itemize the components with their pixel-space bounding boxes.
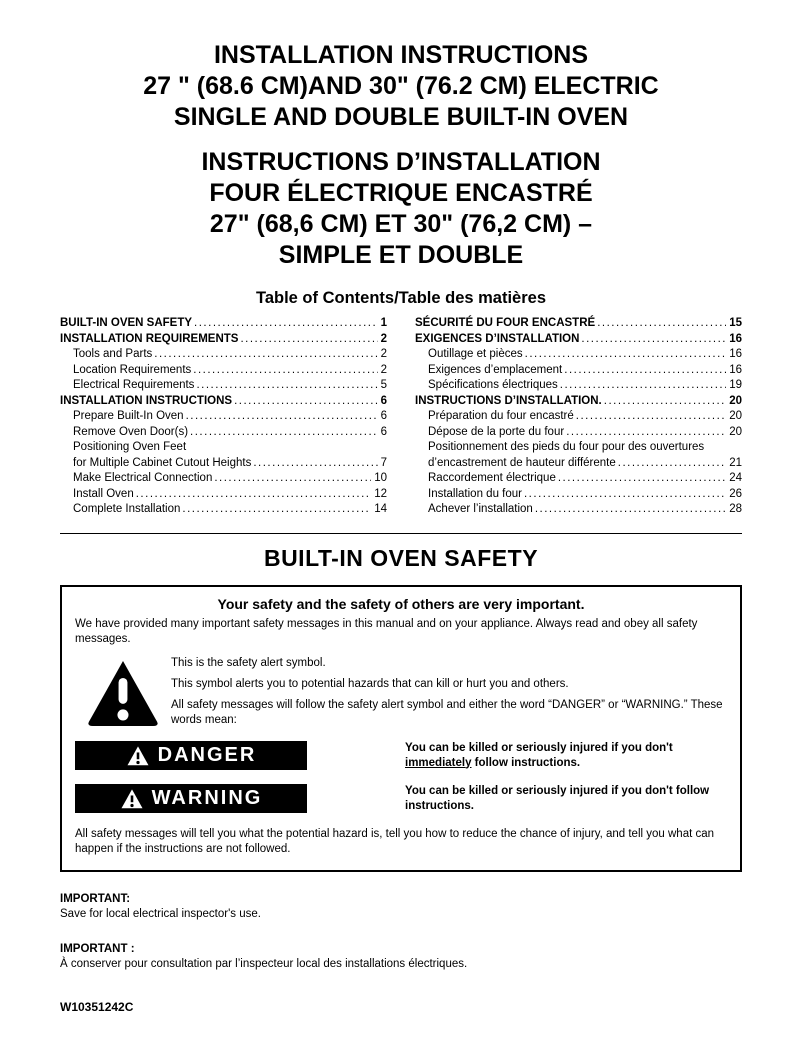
toc-item	[60, 316, 387, 332]
toc-item	[60, 502, 387, 518]
title-line: INSTALLATION INSTRUCTIONS	[213, 41, 589, 69]
toc-item	[415, 487, 742, 503]
toc-page-number: 6	[380, 394, 387, 407]
warning-label: WARNING	[151, 786, 263, 809]
toc-page-number: 2	[380, 363, 387, 376]
dot-leader	[576, 409, 726, 425]
title-line: 27" (68,6 CM) ET 30" (76,2 CM) –	[209, 210, 593, 238]
alert-line: All safety messages will follow the safety alert symbol and either the word “DANGER” or “WARNING.” These words mean:	[171, 698, 723, 726]
toc-item	[415, 502, 742, 518]
toc-item	[415, 316, 742, 332]
dot-leader	[214, 471, 371, 487]
toc-item	[415, 363, 742, 379]
title-line: FOUR ÉLECTRIQUE ENCASTRÉ	[209, 179, 593, 207]
toc-page-number: 14	[374, 503, 387, 515]
section-divider	[60, 533, 742, 534]
toc-item	[415, 425, 742, 441]
toc-page-number: 1	[380, 317, 387, 329]
dot-leader	[240, 332, 377, 348]
safety-box	[60, 585, 742, 872]
dot-leader	[194, 316, 378, 332]
toc-item	[60, 378, 387, 394]
toc-page-number: 12	[374, 487, 387, 500]
toc-label: EXIGENCES D’INSTALLATION	[415, 332, 580, 345]
toc-label: Spécifications électriques	[428, 379, 558, 391]
toc-label: INSTALLATION REQUIREMENTS	[60, 332, 239, 345]
warning-description: You can be killed or seriously injured if you don't follow instructions.	[405, 784, 710, 812]
toc-page-number: 21	[729, 456, 742, 469]
toc-item	[60, 363, 387, 379]
safety-headline: Your safety and the safety of others are very important.	[217, 595, 585, 612]
toc-label: Install Oven	[73, 487, 134, 500]
toc-item	[415, 347, 742, 363]
toc-label: Préparation du four encastré	[428, 410, 574, 422]
toc-page-number: 20	[729, 410, 742, 422]
dot-leader	[604, 394, 726, 410]
title-french	[60, 147, 742, 271]
danger-label: DANGER	[157, 743, 257, 766]
dot-leader	[535, 502, 726, 518]
toc-label: d’encastrement de hauteur différente	[428, 456, 616, 469]
safety-intro: We have provided many important safety messages in this manual and on your appliance. Always read and obey all safety messages.	[75, 617, 698, 645]
title-line: INSTRUCTIONS D’INSTALLATION	[201, 148, 601, 176]
toc-item	[415, 332, 742, 348]
dot-leader	[581, 332, 726, 348]
warning-triangle-icon	[120, 788, 144, 809]
warning-bar	[75, 784, 307, 813]
title-line: SIMPLE ET DOUBLE	[278, 241, 524, 269]
toc-label: Prepare Built-In Oven	[73, 410, 184, 422]
safety-alert-row	[75, 656, 727, 728]
toc-label: Positionnement des pieds du four pour des ouvertures	[428, 441, 705, 453]
toc-page-number: 10	[374, 472, 387, 484]
toc-page-number: 15	[729, 317, 742, 329]
toc-page-number: 26	[729, 487, 742, 500]
important-text: Save for local electrical inspector's use.	[60, 907, 261, 920]
toc-label: INSTRUCTIONS D’INSTALLATION.	[415, 394, 602, 407]
dot-leader	[186, 409, 378, 425]
toc-label: Complete Installation	[73, 503, 181, 515]
toc-label: Positioning Oven Feet	[73, 441, 187, 453]
toc-item	[415, 394, 742, 410]
document-number: W10351242C	[60, 999, 134, 1014]
toc-item	[60, 409, 387, 425]
dot-leader	[193, 363, 377, 379]
important-text: À conserver pour consultation par l’inspecteur local des installations électriques.	[60, 957, 468, 970]
toc-item	[415, 471, 742, 487]
underlined-word: immediately	[405, 756, 472, 769]
toc-label: Make Electrical Connection	[73, 472, 213, 484]
toc-item	[415, 440, 742, 456]
toc-label: Location Requirements	[73, 363, 192, 376]
dot-leader	[558, 471, 726, 487]
dot-leader	[524, 487, 726, 503]
dot-leader	[525, 347, 727, 363]
toc-page-number: 24	[729, 472, 742, 484]
toc-item	[60, 440, 387, 456]
alert-line: This symbol alerts you to potential hazards that can kill or hurt you and others.	[171, 677, 569, 690]
toc-left-column	[60, 316, 387, 518]
dot-leader	[182, 502, 371, 518]
toc-item-continued	[415, 456, 742, 472]
dot-leader	[190, 425, 378, 441]
important-label: IMPORTANT:	[60, 892, 131, 905]
toc-item	[60, 347, 387, 363]
danger-description: You can be killed or seriously injured if you don't immediately follow instructions.	[405, 741, 673, 769]
toc	[60, 316, 742, 518]
toc-label: Installation du four	[428, 487, 522, 500]
toc-page-number: 6	[380, 425, 387, 438]
toc-label: Dépose de la porte du four	[428, 425, 565, 438]
toc-page-number: 16	[729, 348, 742, 360]
important-note-french	[60, 942, 742, 972]
dot-leader	[196, 378, 377, 394]
dot-leader	[618, 456, 726, 472]
toc-label: Outillage et pièces	[428, 348, 523, 360]
danger-triangle-icon	[126, 745, 150, 766]
dot-leader	[136, 487, 371, 503]
toc-item	[60, 487, 387, 503]
toc-item	[415, 409, 742, 425]
toc-label: BUILT-IN OVEN SAFETY	[60, 317, 193, 329]
safety-box-footer: All safety messages will tell you what the potential hazard is, tell you how to reduce the chance of injury, and tell you what can happen if the instructions are not followed.	[75, 827, 715, 855]
toc-page-number: 16	[729, 332, 742, 345]
toc-page-number: 6	[380, 410, 387, 422]
toc-item	[60, 471, 387, 487]
toc-label: Remove Oven Door(s)	[73, 425, 189, 438]
danger-bar	[75, 741, 307, 770]
dot-leader	[253, 456, 377, 472]
toc-heading: Table of Contents/Table des matières	[255, 289, 547, 307]
title-line: SINGLE AND DOUBLE BUILT-IN OVEN	[173, 103, 629, 131]
toc-page-number: 16	[729, 363, 742, 376]
toc-label: Electrical Requirements	[73, 379, 195, 391]
safety-alert-icon	[86, 658, 160, 726]
title-english	[60, 40, 742, 133]
title-line: 27 " (68.6 CM)AND 30" (76.2 CM) ELECTRIC	[143, 72, 659, 100]
warning-row	[75, 784, 727, 814]
toc-page-number: 2	[380, 348, 387, 360]
toc-page-number: 2	[380, 332, 387, 345]
toc-label: Raccordement électrique	[428, 472, 556, 484]
important-label: IMPORTANT :	[60, 942, 135, 955]
danger-row	[75, 741, 727, 771]
toc-page-number: 20	[729, 425, 742, 438]
toc-item	[415, 378, 742, 394]
toc-label: Achever l’installation	[428, 503, 533, 515]
dot-leader	[560, 378, 726, 394]
dot-leader	[566, 425, 726, 441]
toc-right-column	[415, 316, 742, 518]
toc-label: Tools and Parts	[73, 348, 153, 360]
dot-leader	[234, 394, 378, 410]
dot-leader	[564, 363, 726, 379]
toc-page-number: 19	[729, 379, 742, 391]
section-title: BUILT-IN OVEN SAFETY	[263, 544, 539, 571]
dot-leader	[597, 316, 726, 332]
toc-item	[60, 425, 387, 441]
dot-leader	[154, 347, 377, 363]
safety-alert-text	[171, 656, 727, 728]
toc-page-number: 20	[729, 394, 742, 407]
toc-label: SÉCURITÉ DU FOUR ENCASTRÉ	[415, 317, 596, 329]
important-note-english	[60, 892, 742, 922]
toc-label: for Multiple Cabinet Cutout Heights	[73, 456, 252, 469]
toc-page-number: 28	[729, 503, 742, 515]
alert-line: This is the safety alert symbol.	[171, 656, 326, 669]
toc-page-number: 5	[380, 379, 387, 391]
toc-label: INSTALLATION INSTRUCTIONS	[60, 394, 233, 407]
toc-item	[60, 332, 387, 348]
toc-page-number: 7	[380, 456, 387, 469]
toc-item-continued	[60, 456, 387, 472]
toc-item	[60, 394, 387, 410]
toc-label: Exigences d’emplacement	[428, 363, 563, 376]
